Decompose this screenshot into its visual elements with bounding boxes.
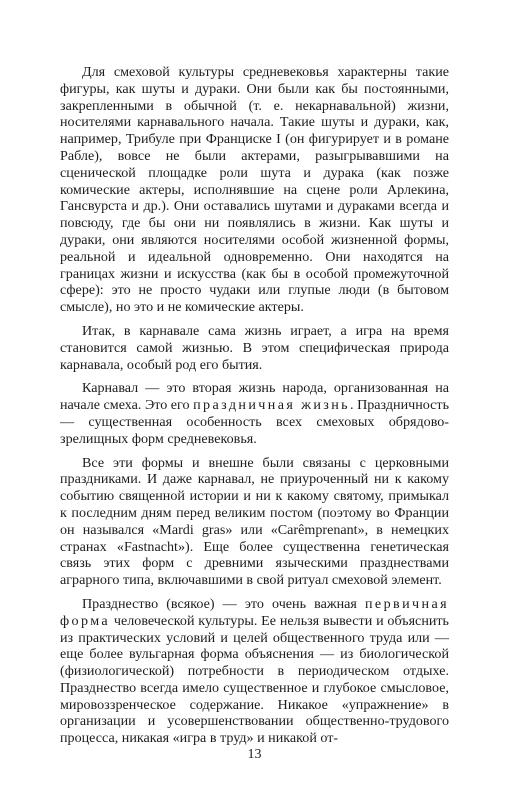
paragraph [60, 323, 449, 373]
paragraph [60, 596, 449, 747]
text-run: . Праздничность — существенная особенность всех смеховых обрядово-зрелищных форм средневековья. [60, 397, 449, 447]
body-text [60, 64, 449, 747]
text-run: человеческой культуры. Ее нельзя вывести и объяснить из практических условий и целей общественного труда или — еще более вульгарная форма объяснения — из биологической (физиологической) потребности в периодическом отдыхе. Празднество всегда имело существенное и глубокое смысловое, мировоззренческое содержание. Никакое «упражнение» в организации и усовершенствовании общественно-трудового процесса, никакая «игра в труд» и никакой от- [60, 612, 449, 747]
paragraph [60, 455, 449, 589]
paragraph-gap [60, 589, 449, 596]
page-number: 13 [247, 747, 262, 762]
text-run: Карнавал — это вторая жизнь народа, организованная на начале смеха. Это его [60, 380, 449, 414]
paragraph-gap [60, 316, 449, 323]
paragraph [60, 64, 449, 316]
text-run: Итак, в карнавале сама жизнь играет, а игра на время становится самой жизнью. В этом специфическая природа карнавала, особый род его бытия. [60, 322, 449, 373]
emphasized-text: первичная форма [60, 595, 449, 629]
paragraph [60, 380, 449, 447]
text-run: Для смеховой культуры средневековья характерны такие фигуры, как шуты и дураки. Они были как бы постоянными, закрепленными в обычной (т. е. некарнавальной) жизни, носителями карнавального начала. Такие шуты и дураки, как, например, Трибуле при Франциске I (он фигурирует и в романе Рабле), вовсе не были актерами, разыгрывавшими на сценической площадке роли шута и дурака (как позже комические актеры, исполнявшие на сцене роли Арлекина, Гансвурста и др.). Они оставались шутами и дураками всегда и повсюду, где бы они ни появлялись в жизни. Как шуты и дураки, они являются носителями особой жизненной формы, реальной и идеальной одновременно. Они находятся на границах жизни и искусства (как бы в особой промежуточной сфере): это не просто чудаки или глупые люди (в бытовом смысле), но это и не комические актеры. [60, 64, 449, 316]
text-run: Все эти формы и внешне были связаны с церковными праздниками. И даже карнавал, не приуроченный ни к какому событию священной истории и ни к какому святому, примыкал к последним дням перед великим постом (поэтому во Франции он назывался «Mardi gras» или «Carêmprenant», в немецких странах «Fastnacht»). Еще более существенна генетическая связь этих форм с древними языческими празднествами аграрного типа, включавшими в свой ритуал смеховой элемент. [60, 454, 449, 589]
paragraph-gap [60, 373, 449, 380]
text-run: Празднество (всякое) — это очень важная [82, 595, 365, 612]
emphasized-text: праздничная жизнь [193, 397, 351, 414]
paragraph-gap [60, 448, 449, 455]
